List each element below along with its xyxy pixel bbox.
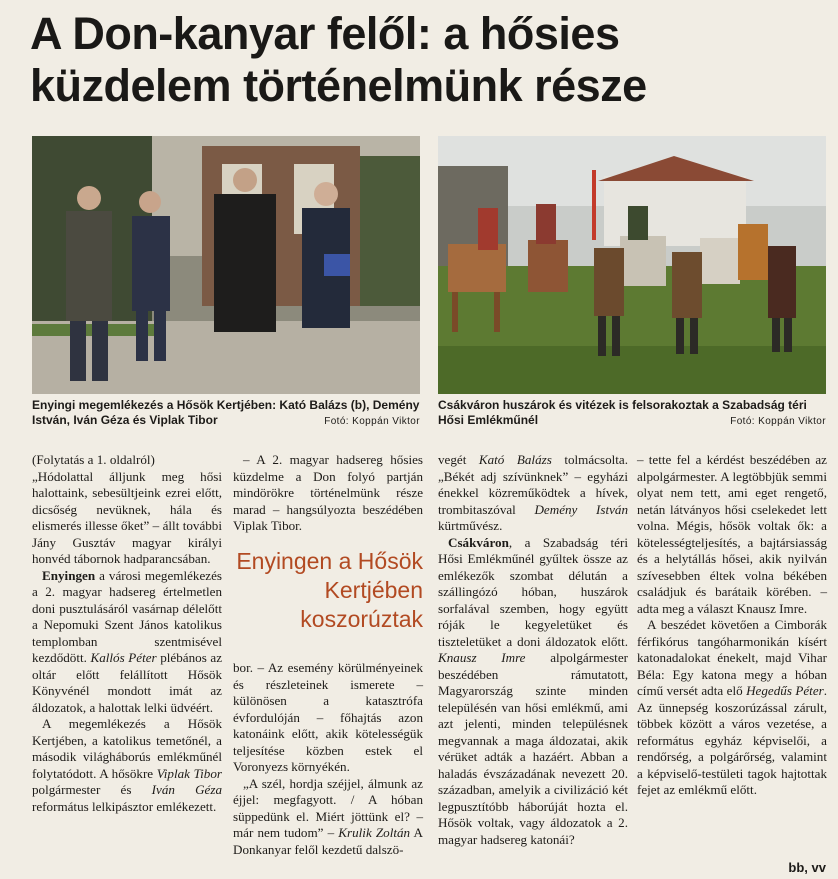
person-name: Hegedűs Péter bbox=[746, 683, 824, 698]
headline: A Don-kanyar felől: a hősies küzdelem történelmünk része bbox=[30, 8, 647, 111]
paragraph: bor. – Az esemény körülményeinek és részleteinek ismerete – különösen a katasztrófa évfordulóján – főhajtás azon katonáink előtt, akik kötelességük teljesítése közben estek el Voronyezs környékén. bbox=[233, 660, 423, 774]
person-name: Krulik Zoltán bbox=[338, 825, 411, 840]
caption-csakvar-text: Csákváron huszárok és vitézek is felsorakoztak a Szabadság téri Hősi Emlékműnél bbox=[438, 398, 807, 427]
paragraph: – A 2. magyar hadsereg hősies küzdelme a Don folyó partján mindörökre történelmünk része marad – hangsúlyozta beszédében Viplak Tibor. bbox=[233, 452, 423, 533]
text: kürtművész. bbox=[438, 518, 503, 533]
paragraph: – tette fel a kérdést beszédében az alpolgármester. A legtöbbjük semmi olyat nem tett, ami eget rengető, netán látványos hősi cselekedet lett volna. Mégis, hősök voltak ők: a kötelességteljesítés, a bajtársiasság és a helytállás hősei, akik nyilván szívesebben éltek volna békében családjuk és barátaik körében. – adta meg a választ Knausz Imre. bbox=[637, 452, 827, 616]
person-name: Demény István bbox=[534, 501, 629, 517]
paragraph: „Hódolattal álljunk meg hősi halottaink, sebesültjeink ezrei előtt, dicsőség nevüknek, hála és elismerés illesse őket” – állt további Jány Gusztáv magyar királyi honvéd tábornok hadparancsában. bbox=[32, 468, 222, 566]
caption-enying-text: Enyingi megemlékezés a Hősök Kertjében: Kató Balázs (b), Demény István, Iván Géza és Viplak Tibor bbox=[32, 398, 420, 427]
paragraph bbox=[438, 452, 628, 535]
text: vegét bbox=[438, 452, 479, 467]
column-1 bbox=[32, 452, 222, 815]
text: polgármester és bbox=[32, 782, 152, 797]
column-3 bbox=[438, 452, 628, 848]
person-name: Viplak Tibor bbox=[156, 765, 222, 781]
paragraph bbox=[233, 776, 423, 859]
photo-enying bbox=[32, 136, 420, 394]
text: A beszédet követően a Cimborák férfikórus tangóharmonikán kísért katonadalokat énekelt, majd Vihar Béla: Egy katona megy a hóban című versét adta elő bbox=[637, 617, 827, 698]
author-signature: bb, vv bbox=[788, 860, 826, 875]
text: tolmácsolta. „Békét adj szívünknek” – egyházi énekkel közreműködtek a hívek, trombitaszóval bbox=[438, 452, 628, 517]
photo-csakvar-image bbox=[438, 136, 826, 394]
photo-credit-1: Fotó: Koppán Viktor bbox=[324, 416, 420, 427]
text: a városi megemlékezés a 2. magyar hadsereg értelmetlen doni pusztulásáról vasárnap délelőtt a Nepomuki Szent János katolikus templomban szentmisével kezdődött. bbox=[32, 567, 222, 665]
text: A Donkanyar felől kezdetű dalszö- bbox=[233, 825, 423, 857]
column-4 bbox=[637, 452, 827, 799]
continuation-note: (Folytatás a 1. oldalról) bbox=[32, 452, 155, 467]
paragraph bbox=[32, 568, 222, 717]
photo-enying-image bbox=[32, 136, 420, 394]
photo-credit-2: Fotó: Koppán Viktor bbox=[730, 416, 826, 427]
person-name: Kató Balázs bbox=[478, 452, 552, 467]
text: plébános az oltár előtt felállított Hősök Könyvénél mondott imát az áldozatok, a halottak lelki üdvéért. bbox=[32, 650, 223, 715]
column-2-top bbox=[233, 452, 423, 535]
paragraph bbox=[438, 535, 628, 849]
text: református lelkipásztor emlékezett. bbox=[32, 798, 217, 814]
person-name: Iván Géza bbox=[151, 782, 223, 797]
caption-enying bbox=[32, 398, 420, 429]
place-name: Enyingen bbox=[42, 567, 96, 583]
text: A megemlékezés a Hősök Kertjében, a katolikus temetőnél, a második világháborús emlékműnél folytatódott. A hősökre bbox=[32, 716, 222, 781]
caption-csakvar bbox=[438, 398, 826, 429]
column-2-bottom bbox=[233, 660, 423, 858]
text: alpolgármester beszédében rámutatott, Magyarország szinte minden településén van hősi emlékmű, ami azt jelenti, minden településnek megvannak a maga áldozatai, akik vérüket adták a hazáért. Abban a haladás évszázadának nevezett 20. században, amelyik a civilizáció két legpusztítóbb háborúját hozta el. Hősök voltak, vagy áldozatok a 2. magyar hadsereg katonái? bbox=[438, 650, 628, 847]
text: „A szél, hordja széjjel, álmunk az éjjel: megfagyott. / A hóban süppedünk el. Miért jöttünk el? – már nem tudom” – bbox=[233, 775, 423, 840]
photo-csakvar bbox=[438, 136, 826, 394]
person-name: Kallós Péter bbox=[90, 650, 157, 665]
paragraph bbox=[32, 716, 222, 815]
text: . Az ünnepség koszorúzással zárult, többek között a város vezetése, a református egyház képviselői, a rendőrség, a polgárőrség, valamint a képviselő-testületi tagok hajtottak fejet az emlékmű előtt. bbox=[637, 683, 828, 797]
person-name: Knausz Imre bbox=[438, 650, 526, 665]
paragraph bbox=[637, 617, 827, 799]
pull-quote: Enyingen a Hősök Kertjében koszorúztak bbox=[236, 548, 423, 632]
text: , a Szabadság téri Hősi Emlékműnél gyűltek össze az emlékezők szombat délután a szállingózó hóban, huszárok sorfalával szemben, hogy együtt róják le kegyeletüket és tiszteletüket a doni áldozatok előtt. bbox=[438, 534, 628, 649]
place-name: Csákváron bbox=[448, 534, 509, 550]
